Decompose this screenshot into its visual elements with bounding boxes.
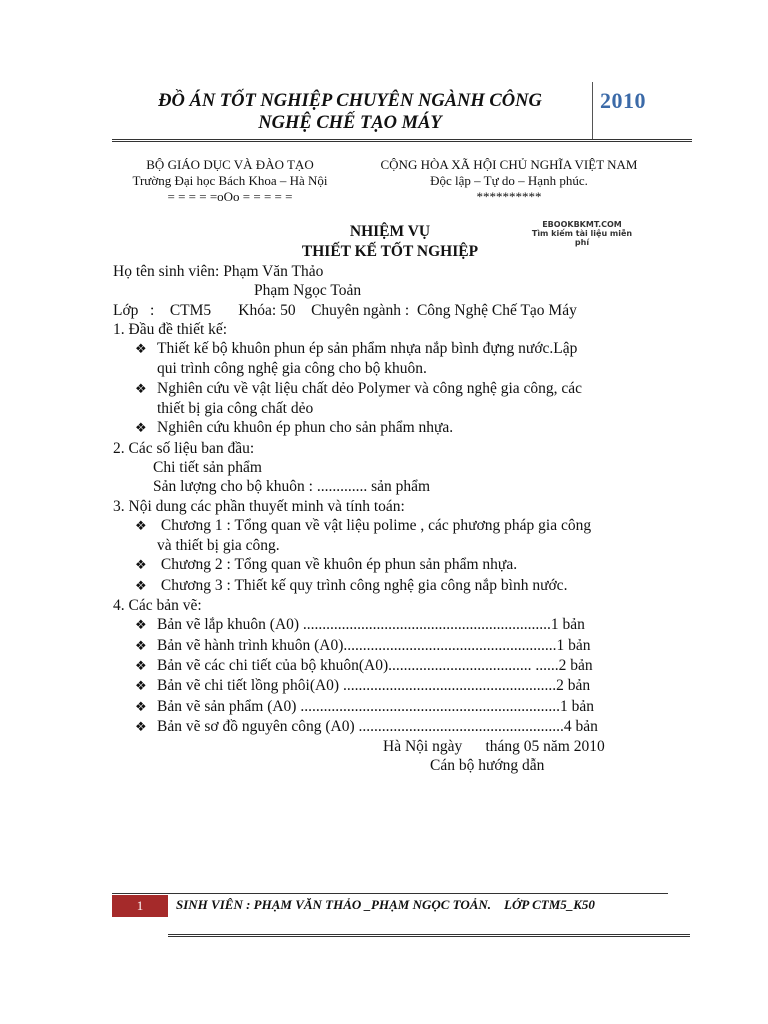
section1-list <box>113 339 673 438</box>
document-header-title <box>110 90 590 134</box>
list-item: ❖ Bản vẽ sản phẩm (A0) ...................................................................1 bản <box>135 697 673 717</box>
stars-line: ********** <box>476 189 542 204</box>
section2-line1: Chi tiết sản phẩm <box>153 458 262 476</box>
header-title-line2: NGHỆ CHẾ TẠO MÁY <box>258 113 442 133</box>
country-name: CỘNG HÒA XÃ HỘI CHỦ NGHĨA VIỆT NAM <box>380 157 638 172</box>
title-line1: NHIỆM VỤ <box>349 223 431 240</box>
header-title-line1: ĐỒ ÁN TỐT NGHIỆP CHUYÊN NGÀNH CÔNG <box>158 91 542 111</box>
signature-role: Cán bộ hướng dẫn <box>430 757 545 775</box>
diamond-bullet-icon: ❖ <box>135 618 147 634</box>
diamond-bullet-icon: ❖ <box>135 342 147 358</box>
diamond-bullet-icon: ❖ <box>135 578 147 594</box>
page-number: 1 <box>112 895 168 917</box>
section4-heading: 4. Các bản vẽ: <box>113 597 202 615</box>
diamond-bullet-icon: ❖ <box>135 719 147 735</box>
right-country-block <box>378 157 640 205</box>
section2-heading: 2. Các số liệu ban đầu: <box>113 439 255 457</box>
section4-list <box>113 615 673 737</box>
diamond-bullet-icon: ❖ <box>135 381 147 397</box>
footer-text: SINH VIÊN : PHẠM VĂN THẢO _PHẠM NGỌC TOẢN. LỚP CTM5_K50 <box>176 897 595 912</box>
diamond-bullet-icon: ❖ <box>135 699 147 715</box>
list-item-continuation: qui trình công nghệ gia công cho bộ khuôn. <box>157 360 427 378</box>
list-item: ❖ Bản vẽ các chi tiết của bộ khuôn(A0)..................................... ......2 bản <box>135 656 673 676</box>
list-item: ❖ Chương 3 : Thiết kế quy trình công nghệ gia công nắp bình nước. <box>135 576 673 596</box>
header-year: 2010 <box>600 88 646 113</box>
header-divider <box>592 82 593 139</box>
school-name: Trường Đại học Bách Khoa – Hà Nội <box>132 173 328 188</box>
diamond-bullet-icon: ❖ <box>135 638 147 654</box>
document-title <box>112 222 668 261</box>
list-item: ❖ Bản vẽ sơ đồ nguyên công (A0) .....................................................4 bản <box>135 717 673 737</box>
ornament-line: = = = = =oOo = = = = = <box>167 189 293 204</box>
list-item-continuation: và thiết bị gia công. <box>157 537 280 555</box>
section3-list <box>113 516 673 596</box>
diamond-bullet-icon: ❖ <box>135 518 147 534</box>
title-line2: THIẾT KẾ TỐT NGHIỆP <box>301 242 479 260</box>
header-rule <box>112 139 692 142</box>
list-item: ❖ Chương 1 : Tổng quan về vật liệu polime , các phương pháp gia công <box>135 516 673 536</box>
list-item-continuation: thiết bị gia công chất dẻo <box>157 400 314 418</box>
list-item: ❖ Nghiên cứu về vật liệu chất dẻo Polymer và công nghệ gia công, các <box>135 379 673 399</box>
list-item: ❖ Bản vẽ lắp khuôn (A0) ................................................................1 bản <box>135 615 673 635</box>
ministry-name: BỘ GIÁO DỤC VÀ ĐÀO TẠO <box>146 157 314 172</box>
left-institution-block <box>112 157 348 205</box>
list-item: ❖ Bản vẽ hành trình khuôn (A0).......................................................1 bản <box>135 636 673 656</box>
footer-bottom-rule <box>168 934 690 937</box>
list-item: ❖ Thiết kế bộ khuôn phun ép sản phẩm nhựa nắp bình đựng nước.Lập <box>135 339 673 359</box>
list-item: ❖ Bản vẽ chi tiết lồng phôi(A0) .......................................................2 bản <box>135 676 673 696</box>
section3-heading: 3. Nội dung các phần thuyết minh và tính toán: <box>113 497 405 515</box>
diamond-bullet-icon: ❖ <box>135 679 147 695</box>
section2-line2: Sản lượng cho bộ khuôn : ............. sản phẩm <box>153 478 431 496</box>
signature-date: Hà Nội ngày tháng 05 năm 2010 <box>383 738 605 756</box>
document-body <box>113 262 673 776</box>
section1-heading: 1. Đầu đề thiết kế: <box>113 320 228 338</box>
student-name-second: Phạm Ngọc Toản <box>254 282 362 300</box>
diamond-bullet-icon: ❖ <box>135 421 147 437</box>
class-line: Lớp : CTM5 Khóa: 50 Chuyên ngành : Công Nghệ Chế Tạo Máy <box>113 301 577 319</box>
watermark-tagline: Tìm kiếm tài liệu miễn phí <box>531 229 633 247</box>
list-item: ❖ Nghiên cứu khuôn ép phun cho sản phẩm nhựa. <box>135 418 673 438</box>
diamond-bullet-icon: ❖ <box>135 658 147 674</box>
watermark-site: EBOOKBKMT.COM <box>542 220 622 229</box>
diamond-bullet-icon: ❖ <box>135 558 147 574</box>
footer-top-rule <box>112 893 668 894</box>
country-motto: Độc lập – Tự do – Hạnh phúc. <box>430 173 588 188</box>
list-item: ❖ Chương 2 : Tổng quan về khuôn ép phun sản phẩm nhựa. <box>135 555 673 575</box>
student-name-line: Họ tên sinh viên: Phạm Văn Thảo <box>113 263 324 280</box>
